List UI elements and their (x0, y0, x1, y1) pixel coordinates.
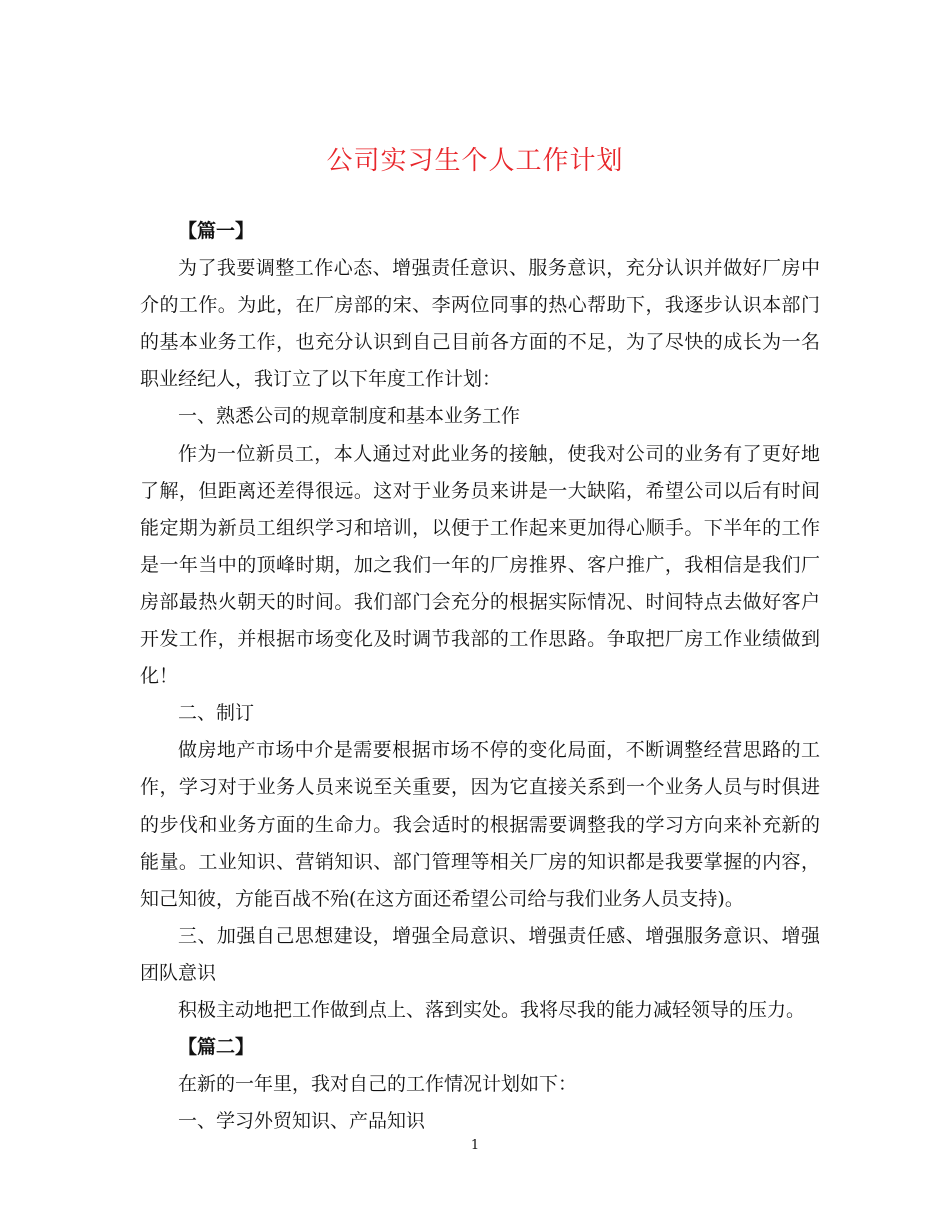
paragraph: 在新的一年里，我对自己的工作情况计划如下： (178, 1073, 578, 1096)
paragraph: 作为一位新员工，本人通过对此业务的接触，使我对公司的业务有了更好地了解，但距离还差得很远。这对于业务员来讲是一大缺陷，希望公司以后有时间能定期为新员工组织学习和培训，以便于工作起来更加得心顺手。下半年的工作是一年当中的顶峰时期，加之我们一年的厂房推界、客户推广，我相信是我们厂房部最热火朝天的时间。我们部门会充分的根据实际情况、时间特点去做好客户开发工作，并根据市场变化及时调节我部的工作思路。争取把厂房工作业绩做到化！ (140, 442, 820, 688)
page-number: 1 (470, 1138, 480, 1153)
paragraph: 做房地产市场中介是需要根据市场不停的变化局面，不断调整经营思路的工作，学习对于业务人员来说至关重要，因为它直接关系到一个业务人员与时俱进的步伐和业务方面的生命力。我会适时的根据需要调整我的学习方向来补充新的能量。工业知识、营销知识、部门管理等相关厂房的知识都是我要掌握的内容，知己知彼，方能百战不殆(在这方面还希望公司给与我们业务人员支持)。 (140, 739, 820, 910)
document-body (140, 213, 820, 1140)
subheading: 一、熟悉公司的规章制度和基本业务工作 (178, 405, 521, 428)
section-heading-part-one: 【篇一】 (178, 220, 255, 242)
paragraph: 积极主动地把工作做到点上、落到实处。我将尽我的能力减轻领导的压力。 (178, 998, 806, 1021)
subheading: 一、学习外贸知识、产品知识 (178, 1110, 426, 1133)
document-title: 公司实习生个人工作计划 (326, 146, 624, 176)
subheading: 二、制订 (178, 702, 255, 725)
section-heading-part-two: 【篇二】 (178, 1036, 255, 1059)
paragraph: 为了我要调整工作心态、增强责任意识、服务意识，充分认识并做好厂房中介的工作。为此，在厂房部的宋、李两位同事的热心帮助下，我逐步认识本部门的基本业务工作，也充分认识到自己目前各方面的不足，为了尽快的成长为一名职业经纪人，我订立了以下年度工作计划： (140, 257, 820, 391)
subheading: 三、加强自己思想建设，增强全局意识、增强责任感、增强服务意识、增强团队意识 (140, 924, 820, 984)
